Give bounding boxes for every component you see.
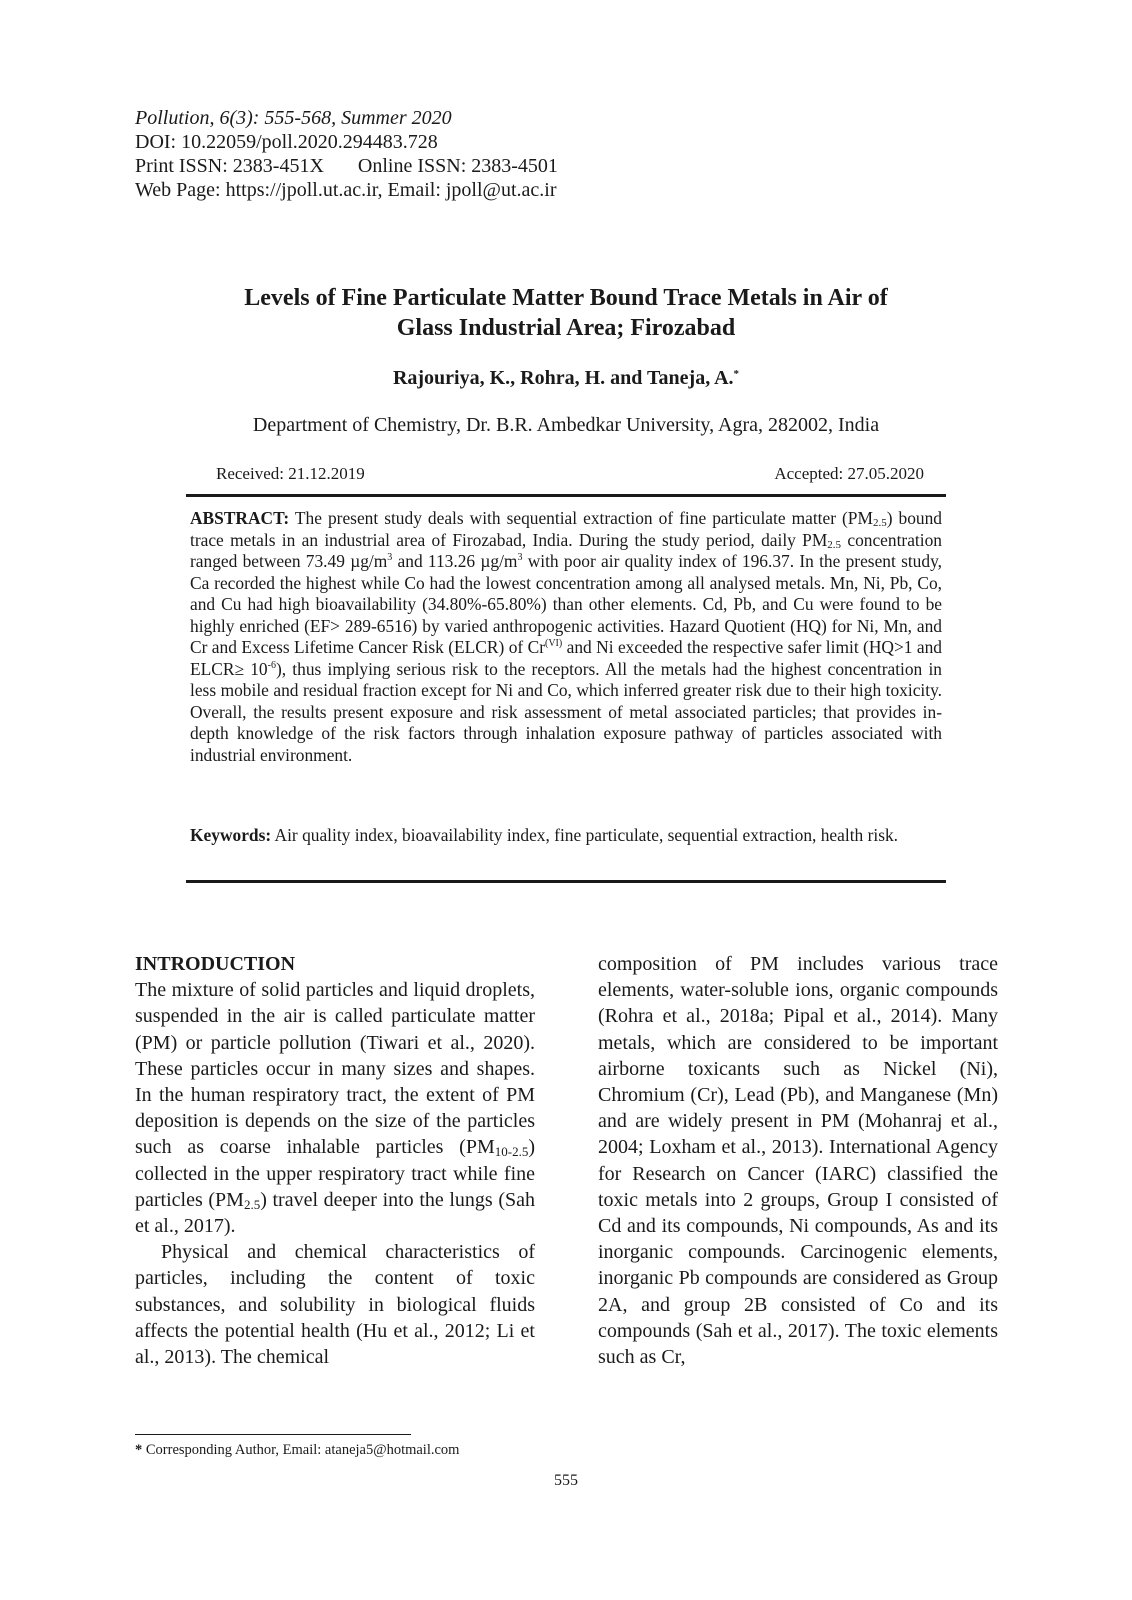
abstract-sub-2: 2.5: [827, 538, 842, 551]
abstract-text-2: ) bound trace metals in an industrial area of Firozabad, India. During the study period, daily PM: [190, 508, 942, 550]
abstract-top-rule: [186, 494, 946, 497]
author-names: Rajouriya, K., Rohra, H. and Taneja, A.: [392, 367, 734, 389]
journal-header: [135, 106, 558, 202]
intro-paragraph-right: composition of PM includes various trace elements, water-soluble ions, organic compounds (Rohra et al., 2018a; Pipal et al., 2014). Many metals, which are considered to be important airborne toxicants such as Nickel (Ni), Chromium (Cr), Lead (Pb), and Manganese (Mn) and are widely present in PM (Mohanraj et al., 2004; Loxham et al., 2013). International Agency for Research on Cancer (IARC) classified the toxic metals into 2 groups, Group I consisted of Cd and its compounds, Ni compounds, As and its inorganic compounds. Carcinogenic elements, inorganic Pb compounds are considered as Group 2A, and group 2B consisted of Co and its compounds (Sah et al., 2017). The toxic elements such as Cr,: [598, 953, 998, 1369]
footnote-text: Corresponding Author, Email: ataneja5@hotmail.com: [142, 1442, 460, 1458]
issn-line: [135, 154, 558, 178]
intro-sub-1: 10-2.5: [494, 1144, 529, 1160]
section-heading: INTRODUCTION: [135, 953, 296, 975]
intro-sub-2: 2.5: [243, 1196, 261, 1212]
title-line-1: Levels of Fine Particulate Matter Bound Trace Metals in Air of: [244, 285, 888, 311]
title-line-2: Glass Industrial Area; Firozabad: [396, 315, 736, 341]
keywords-label: Keywords:: [190, 825, 272, 845]
intro-paragraph-1: [135, 977, 535, 1239]
page-number: 555: [554, 1472, 578, 1489]
abstract-sup-2: 3: [517, 552, 523, 563]
body-column-left: [135, 951, 535, 1370]
abstract-sup-3: (VI): [545, 638, 563, 649]
received-date: Received: 21.12.2019: [216, 464, 365, 483]
abstract-bottom-rule: [186, 880, 946, 883]
doi: DOI: 10.22059/poll.2020.294483.728: [135, 131, 438, 153]
abstract-text-6: and Ni exceeded the respective safer limit (HQ>1 and ELCR≥ 10: [190, 637, 942, 679]
abstract-text-4: and 113.26 µg/m: [392, 551, 518, 571]
abstract-text-1: The present study deals with sequential extraction of fine particulate matter (PM: [289, 508, 873, 528]
body-column-right: [598, 951, 998, 1370]
abstract-text-3: concentration ranged between 73.49 µg/m: [190, 529, 942, 571]
affiliation: Department of Chemistry, Dr. B.R. Ambedkar University, Agra, 282002, India: [252, 414, 880, 436]
intro-paragraph-2: Physical and chemical characteristics of particles, including the content of toxic substances, and solubility in biological fluids affects the potential health (Hu et al., 2012; Li et al., 2013). The chemical: [135, 1241, 535, 1369]
paper-title: [160, 283, 972, 343]
accepted-date: Accepted: 27.05.2020: [774, 464, 924, 483]
intro-text-1c: ) travel deeper into the lungs (Sah et al., 2017).: [135, 1188, 536, 1238]
footnote: [135, 1441, 459, 1459]
abstract-label: ABSTRACT:: [190, 508, 290, 528]
abstract-sub-1: 2.5: [872, 517, 887, 529]
online-issn: Online ISSN: 2383-4501: [357, 155, 558, 177]
corresponding-mark: *: [733, 368, 740, 380]
keywords-text: Air quality index, bioavailability index, fine particulate, sequential extraction, health risk.: [271, 825, 898, 845]
footnote-mark: *: [135, 1442, 143, 1458]
footnote-rule: [135, 1434, 411, 1435]
intro-text-1b: ) collected in the upper respiratory tract while fine particles (PM: [135, 1136, 535, 1211]
print-issn: Print ISSN: 2383-451X: [135, 155, 324, 177]
intro-text-1a: The mixture of solid particles and liquid droplets, suspended in the air is called particulate matter (PM) or particle pollution (Tiwari et al., 2020). These particles occur in many sizes and shapes. In the human respiratory tract, the extent of PM deposition is depends on the size of the particles such as coarse inhalable particles (PM: [135, 979, 535, 1159]
journal-citation: Pollution, 6(3): 555-568, Summer 2020: [135, 107, 452, 129]
abstract-sup-4: -6: [267, 659, 276, 671]
abstract: [190, 508, 942, 766]
web-page: Web Page: https://jpoll.ut.ac.ir, Email: jpoll@ut.ac.ir: [135, 179, 557, 201]
authors: [160, 366, 972, 390]
abstract-text-7: ), thus implying serious risk to the receptors. All the metals had the highest concentration in less mobile and residual fraction except for Ni and Co, which inferred greater risk due to their high toxicity. Overall, the results present exposure and risk assessment of metal associated particles; that provides in-depth knowledge of the risk factors through inhalation exposure pathway of particles associated with industrial environment.: [190, 658, 943, 765]
keywords: [190, 825, 942, 847]
abstract-sup-1: 3: [387, 552, 393, 563]
abstract-text-5: with poor air quality index of 196.37. In the present study, Ca recorded the highest while Co had the lowest concentration among all analysed metals. Mn, Ni, Pb, Co, and Cu had high bioavailability (34.80%-65.80%) than other elements. Cd, Pb, and Cu were found to be highly enriched (EF> 289-6516) by varied anthropogenic activities. Hazard Quotient (HQ) for Ni, Mn, and Cr and Excess Lifetime Cancer Risk (ELCR) of Cr: [190, 551, 942, 657]
